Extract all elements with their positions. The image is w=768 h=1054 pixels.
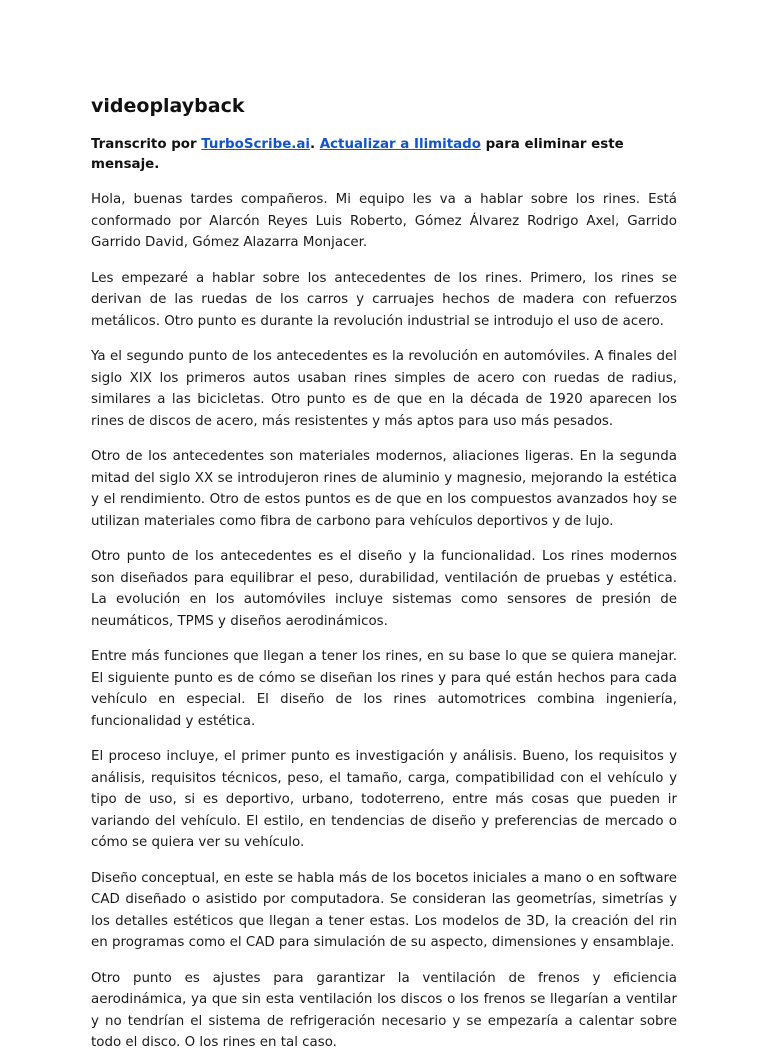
paragraph-6: Entre más funciones que llegan a tener los rines, en su base lo que se quiera manejar. El siguiente punto es de cómo se diseñan los rines y para qué están hechos para cada vehículo en especial. El diseño de los rines automotrices combina ingeniería, funcionalidad y estética.: [91, 649, 677, 729]
turboscribe-link[interactable]: TurboScribe.ai: [201, 137, 310, 152]
paragraph-1: Hola, buenas tardes compañeros. Mi equipo les va a hablar sobre los rines. Está conformado por Alarcón Reyes Luis Roberto, Gómez Álvarez Rodrigo Axel, Garrido Garrido David, Gómez Alazarra Monjacer.: [91, 192, 677, 250]
paragraph-8: Diseño conceptual, en este se habla más de los bocetos iniciales a mano o en software CAD diseñado o asistido por computadora. Se consideran las geometrías, simetrías y los detalles estéticos que llegan a tener estas. Los modelos de 3D, la creación del rin en programas como el CAD para simulación de su aspecto, dimensiones y ensamblaje.: [91, 870, 677, 950]
notice-suffix: para eliminar este mensaje.: [91, 137, 624, 172]
paragraph-3: Ya el segundo punto de los antecedentes es la revolución en automóviles. A finales del siglo XIX los primeros autos usaban rines simples de acero con ruedas de radius, similares a las bicicletas. Otro punto es de que en la década de 1920 aparecen los rines de discos de acero, más resistentes y más aptos para uso más pesados.: [91, 349, 677, 429]
upgrade-unlimited-link[interactable]: Actualizar a Ilimitado: [319, 137, 481, 152]
paragraph-5: Otro punto de los antecedentes es el diseño y la funcionalidad. Los rines modernos son diseñados para equilibrar el peso, durabilidad, ventilación de pruebas y estética. La evolución en los automóviles incluye sistemas como sensores de presión de neumáticos, TPMS y diseños aerodinámicos.: [91, 549, 677, 629]
transcription-notice: [91, 135, 677, 175]
notice-prefix: Transcrito por: [91, 137, 202, 152]
paragraph-2: Les empezaré a hablar sobre los antecedentes de los rines. Primero, los rines se derivan de las ruedas de los carros y carruajes hechos de madera con refuerzos metálicos. Otro punto es durante la revolución industrial se introdujo el uso de acero.: [91, 270, 677, 329]
paragraph-7: El proceso incluye, el primer punto es investigación y análisis. Bueno, los requisitos y análisis, requisitos técnicos, peso, el tamaño, carga, compatibilidad con el vehículo y tipo de uso, si es deportivo, urbano, todoterreno, entre más cosas que pueden ir variando del vehículo. El estilo, en tendencias de diseño y preferencias de mercado o cómo se quiera ver su vehículo.: [91, 749, 677, 850]
document-title: videoplayback: [91, 95, 245, 117]
notice-separator: .: [310, 137, 320, 152]
paragraph-4: Otro de los antecedentes son materiales modernos, aliaciones ligeras. En la segunda mitad del siglo XX se introdujeron rines de aluminio y magnesio, mejorando la estética y el rendimiento. Otro de estos puntos es de que en los compuestos avanzados hoy se utilizan materiales como fibra de carbono para vehículos deportivos y de lujo.: [91, 449, 677, 529]
paragraph-9: Otro punto es ajustes para garantizar la ventilación de frenos y eficiencia aerodinámica, ya que sin esta ventilación los discos o los frenos se llegarían a ventilar y no tendrían el sistema de refrigeración necesario y se empezaría a calentar sobre todo el disco. O los rines en tal caso.: [91, 970, 677, 1050]
